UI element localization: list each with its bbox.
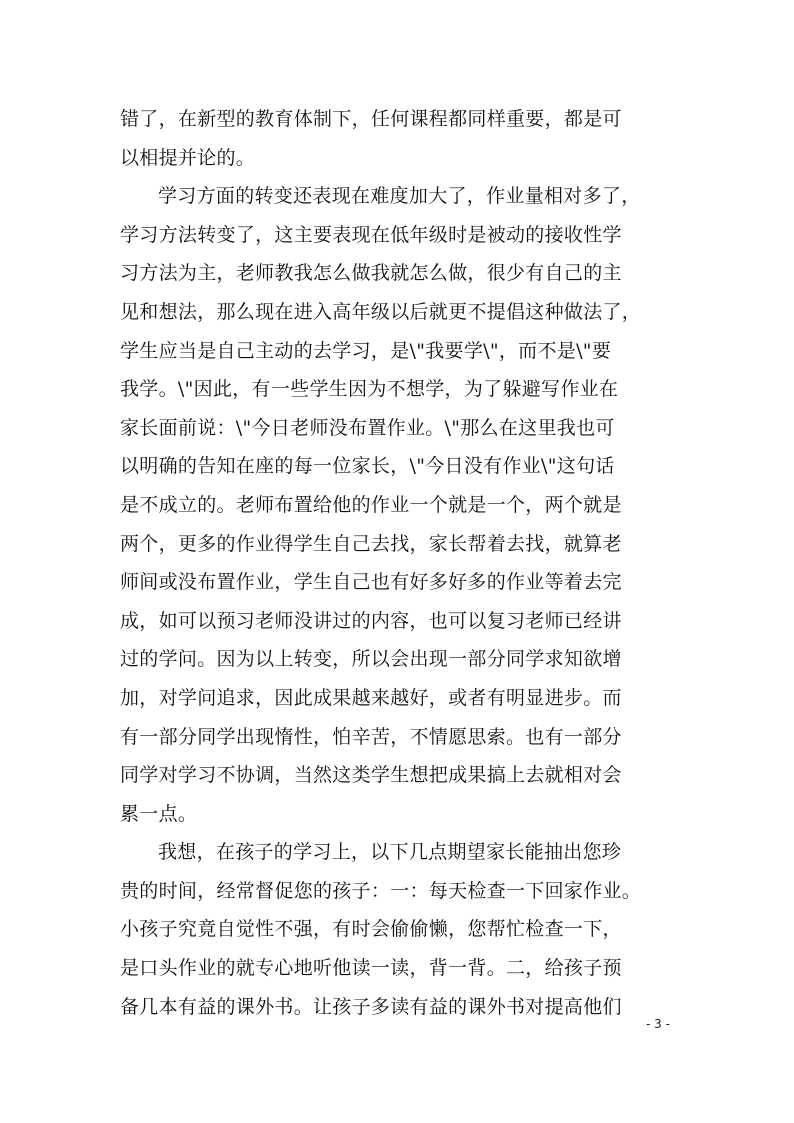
text-line: 同学对学习不协调，当然这类学生想把成果搞上去就相对会 bbox=[120, 764, 622, 787]
text-line: 习方法为主，老师教我怎么做我就怎么做，很少有自己的主 bbox=[120, 262, 622, 285]
text-line: 见和想法，那么现在进入高年级以后就更不提倡这种做法了， bbox=[120, 300, 642, 323]
text-line: 有一部分同学出现惰性，怕辛苦，不情愿思索。也有一部分 bbox=[120, 725, 622, 748]
text-line: 学生应当是自己主动的去学习，是\"我要学\"，而不是\"要 bbox=[120, 339, 612, 362]
text-line: 以明确的告知在座的每一位家长，\"今日没有作业\"这句话 bbox=[120, 455, 615, 478]
body-text bbox=[120, 100, 700, 1026]
page-number: - 3 - bbox=[646, 1017, 670, 1031]
text-line: 是口头作业的就专心地听他读一读，背一背。二，给孩子预 bbox=[120, 957, 622, 980]
text-line: 我学。\"因此，有一些学生因为不想学，为了躲避写作业在 bbox=[120, 378, 619, 401]
paragraph-start-line: 我想，在孩子的学习上，以下几点期望家长能抽出您珍 bbox=[158, 841, 622, 864]
text-line: 小孩子究竟自觉性不强，有时会偷偷懒，您帮忙检查一下， bbox=[120, 918, 622, 941]
text-line: 加，对学问追求，因此成果越来越好，或者有明显进步。而 bbox=[120, 686, 622, 709]
text-line: 学习方法转变了，这主要表现在低年级时是被动的接收性学 bbox=[120, 223, 622, 246]
text-line: 过的学问。因为以上转变，所以会出现一部分同学求知欲增 bbox=[120, 648, 622, 671]
text-line: 成，如可以预习老师没讲过的内容，也可以复习老师已经讲 bbox=[120, 609, 622, 632]
text-line: 师间或没布置作业，学生自己也有好多好多的作业等着去完 bbox=[120, 571, 622, 594]
text-line: 累一点。 bbox=[120, 802, 198, 825]
paragraph-start-line: 学习方面的转变还表现在难度加大了，作业量相对多了， bbox=[158, 185, 641, 208]
text-line: 贵的时间，经常督促您的孩子：一：每天检查一下回家作业。 bbox=[120, 879, 642, 902]
text-line: 两个，更多的作业得学生自己去找，家长帮着去找，就算老 bbox=[120, 532, 622, 555]
text-line: 以相提并论的。 bbox=[120, 146, 256, 169]
text-line: 家长面前说：\"今日老师没布置作业。\"那么在这里我也可 bbox=[120, 416, 615, 439]
text-line: 错了，在新型的教育体制下，任何课程都同样重要，都是可 bbox=[120, 108, 622, 130]
text-line: 备几本有益的课外书。让孩子多读有益的课外书对提高他们 bbox=[120, 995, 622, 1018]
text-line: 是不成立的。老师布置给他的作业一个就是一个，两个就是 bbox=[120, 493, 622, 516]
